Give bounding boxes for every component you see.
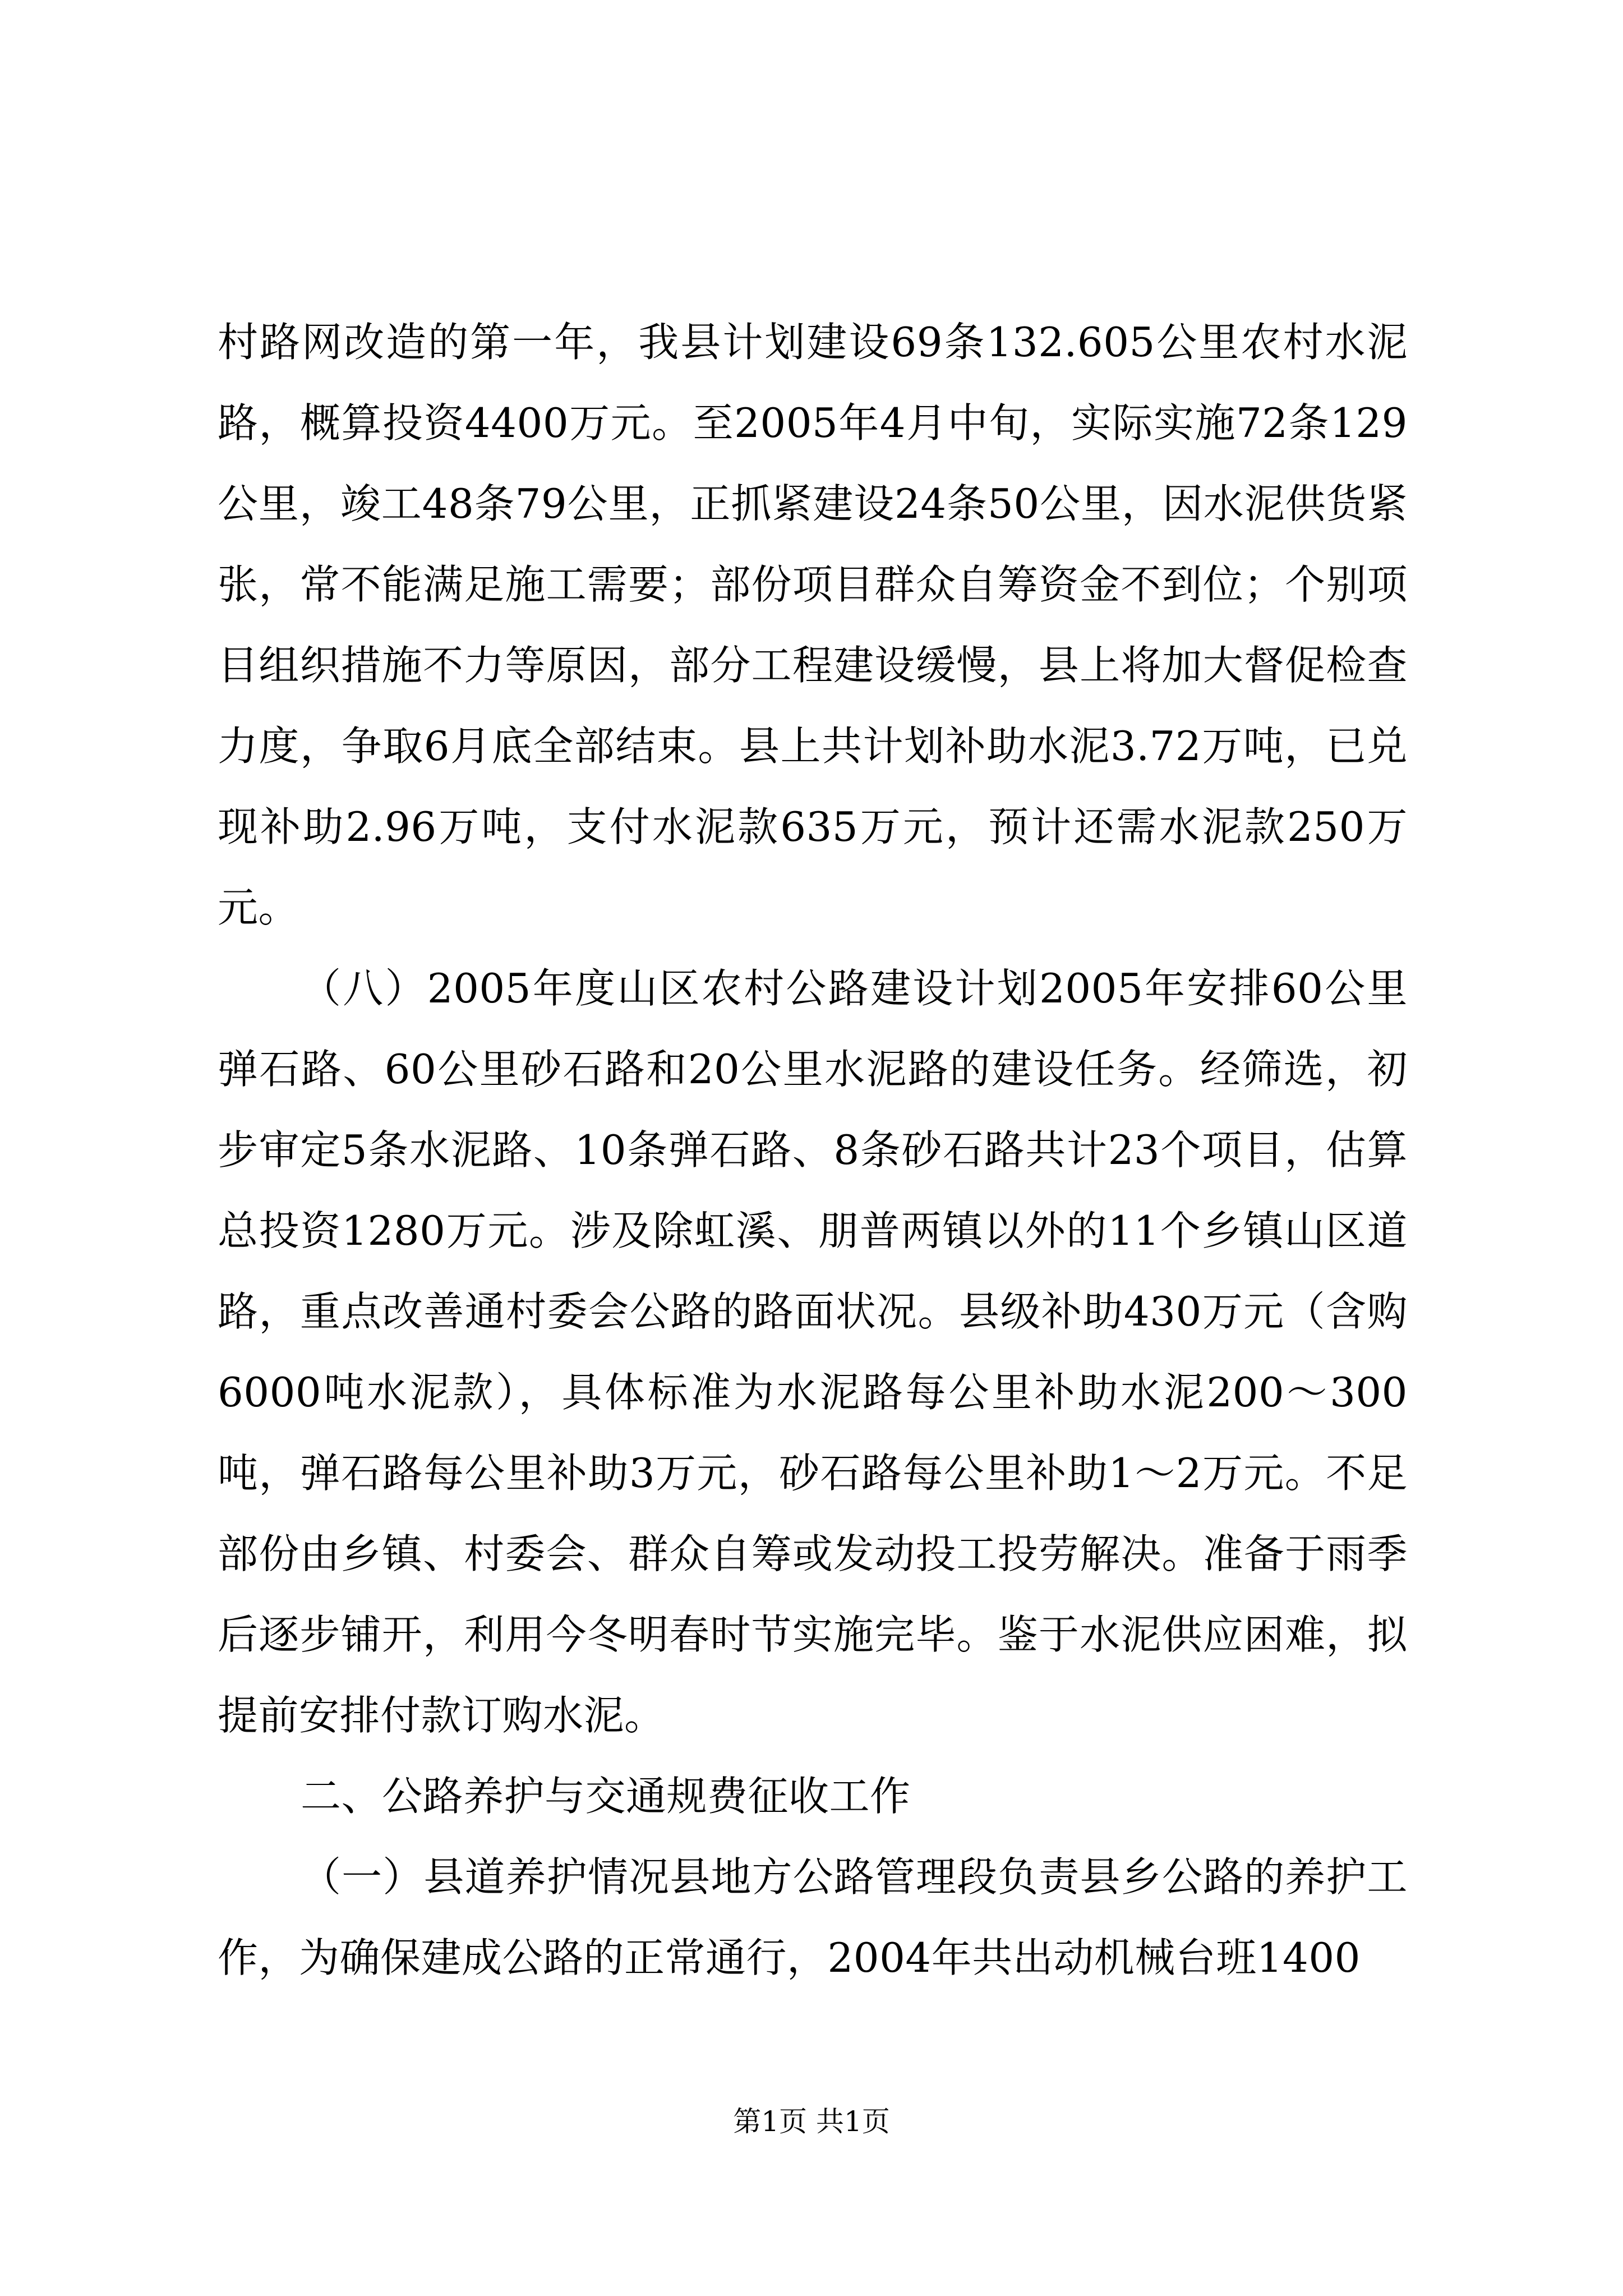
- paragraph-mountain-road-plan: （八）2005年度山区农村公路建设计划2005年安排60公里弹石路、60公里砂石路和20公里水泥路的建设任务。经筛选，初步审定5条水泥路、10条弹石路、8条砂石路共计23个项目，估算总投资1280万元。涉及除虹溪、朋普两镇以外的11个乡镇山区道路，重点改善通村委会公路的路面状况。县级补助430万元（含购6000吨水泥款），具体标准为水泥路每公里补助水泥200～300吨，弹石路每公里补助3万元，砂石路每公里补助1～2万元。不足部份由乡镇、村委会、群众自筹或发动投工投劳解决。准备于雨季后逐步铺开，利用今冬明春时节实施完毕。鉴于水泥供应困难，拟提前安排付款订购水泥。: [218, 965, 1408, 1739]
- paragraph-county-road-maintenance: （一）县道养护情况县地方公路管理段负责县乡公路的养护工作，为确保建成公路的正常通行，2004年共出动机械台班1400: [218, 1853, 1408, 1981]
- page-footer: [0, 2105, 1623, 2138]
- page-number: 第1页 共1页: [733, 2105, 890, 2138]
- section-heading-maintenance: 二、公路养护与交通规费征收工作: [301, 1773, 911, 1820]
- paragraph-road-network: 村路网改造的第一年，我县计划建设69条132.605公里农村水泥路，概算投资4400万元。至2005年4月中旬，实际实施72条129公里，竣工48条79公里，正抓紧建设24条50公里，因水泥供货紧张，常不能满足施工需要；部份项目群众自筹资金不到位；个别项目组织措施不力等原因，部分工程建设缓慢，县上将加大督促检查力度，争取6月底全部结束。县上共计划补助水泥3.72万吨，已兑现补助2.96万吨，支付水泥款635万元，预计还需水泥款250万元。: [218, 319, 1408, 931]
- document-body: [218, 302, 1408, 1998]
